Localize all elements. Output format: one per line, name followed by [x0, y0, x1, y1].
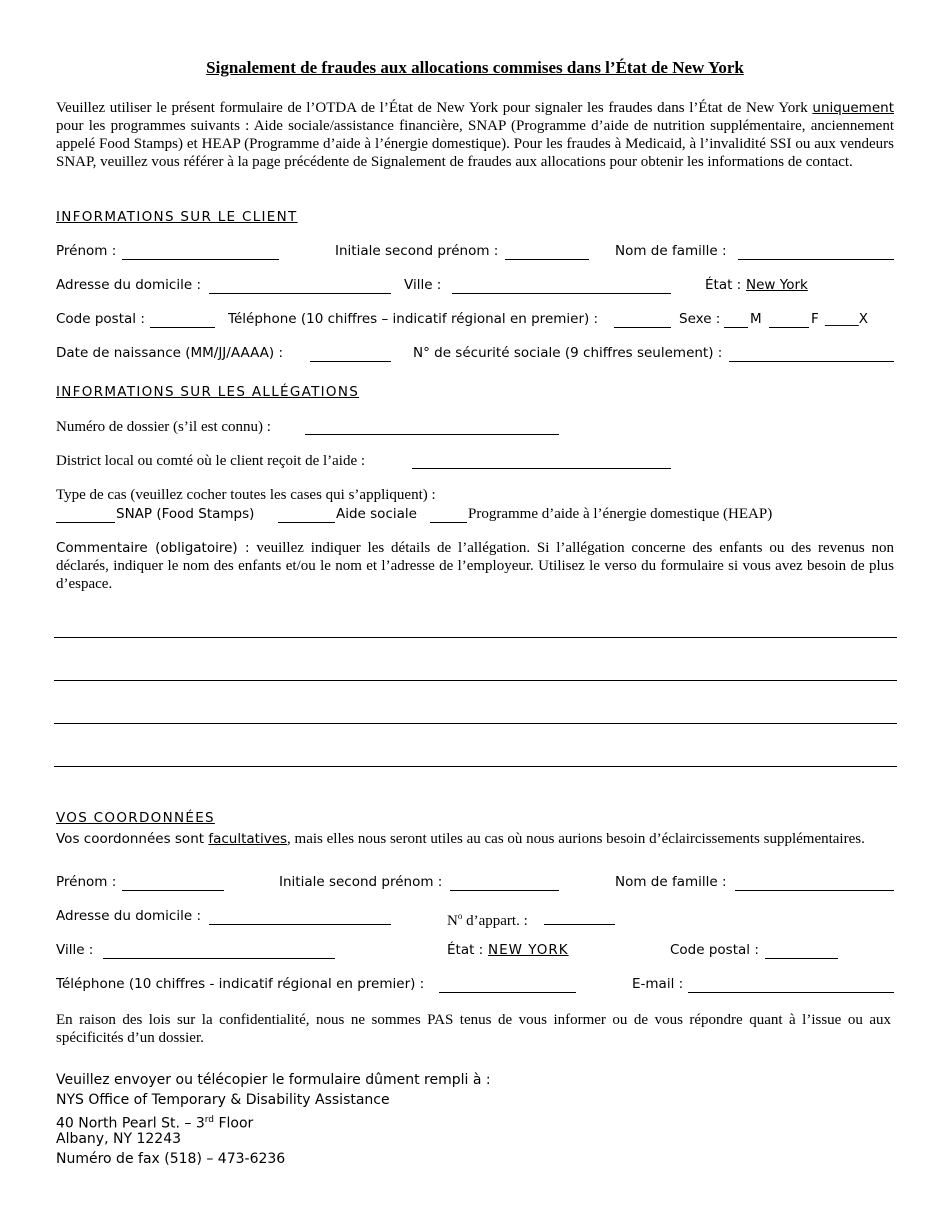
street-sup: rd [204, 1115, 215, 1125]
client-prenom-field[interactable] [122, 259, 279, 260]
snap-checkbox[interactable] [56, 522, 115, 523]
client-nom-label: Nom de famille : [615, 243, 727, 259]
coord-adresse-field[interactable] [209, 924, 391, 925]
client-sexe-m-label: M [750, 311, 762, 327]
coordonnees-intro [56, 830, 894, 848]
client-ville-field[interactable] [452, 293, 671, 294]
client-sexe-f-label: F [811, 311, 819, 327]
district-label: District local ou comté où le client reçoit de l’aide : [56, 453, 366, 469]
form-title: Signalement de fraudes aux allocations commises dans l’État de New York [206, 58, 744, 77]
client-ssn-field[interactable] [729, 361, 894, 362]
client-naissance-field[interactable] [310, 361, 391, 362]
coord-adresse-label: Adresse du domicile : [56, 908, 202, 924]
coord-initiale-label: Initiale second prénom : [279, 874, 443, 890]
street-floor: Floor [214, 1115, 254, 1132]
client-ssn-label: N° de sécurité sociale (9 chiffres seulement) : [413, 345, 723, 361]
comment-line[interactable] [54, 766, 897, 767]
comment-line[interactable] [54, 723, 897, 724]
allegations-section-heading: INFORMATIONS SUR LES ALLÉGATIONS [56, 384, 360, 400]
snap-label: SNAP (Food Stamps) [116, 506, 255, 522]
coordonnees-facultatives: facultatives [208, 831, 288, 847]
commentaire-label: Commentaire (obligatoire) : [56, 540, 250, 556]
appart-o: o [457, 911, 463, 921]
coord-etat-value: NEW YORK [488, 942, 569, 958]
coordonnees-intro-2: , mais elles nous seront utiles au cas où nous aurions besoin d’éclaircissements supplémentaires. [287, 831, 865, 847]
intro-paragraph [56, 99, 894, 171]
coord-etat-label: État : [447, 942, 484, 958]
coord-prenom-label: Prénom : [56, 874, 117, 890]
coord-appart-label [447, 907, 528, 930]
intro-uniquement: uniquement [812, 100, 894, 116]
client-etat-label: État : [705, 277, 742, 293]
confidentialite-text: En raison des lois sur la confidentialité, nous ne sommes PAS tenus de vous informer ou de vous répondre quant à l’issue ou aux spécificités d’un dossier. [56, 1012, 891, 1046]
coord-appart-field[interactable] [544, 924, 615, 925]
coord-email-field[interactable] [688, 992, 894, 993]
client-adresse-field[interactable] [209, 293, 391, 294]
coord-code-postal-field[interactable] [765, 958, 838, 959]
commentaire-text: veuillez indiquer les détails de l’allégation. Si l’allégation concerne des enfants ou des revenus non déclarés, indiquer le nom des enfants et/ou le nom et l’adresse de l’employeur. Utilisez le verso du formulaire si vous avez besoin de plus d’espace. [56, 540, 894, 592]
client-etat-value: New York [746, 277, 808, 293]
client-sexe-x-label[interactable]: _____X [825, 311, 868, 327]
aide-sociale-checkbox[interactable] [278, 522, 335, 523]
appart-n: N [447, 913, 458, 929]
coordonnees-section-heading: VOS COORDONNÉES [56, 810, 215, 826]
client-naissance-label: Date de naissance (MM/JJ/AAAA) : [56, 345, 284, 361]
client-initiale-field[interactable] [505, 259, 589, 260]
client-sexe-m-field[interactable] [724, 327, 748, 328]
client-adresse-label: Adresse du domicile : [56, 277, 202, 293]
client-ville-label: Ville : [404, 277, 442, 293]
commentaire-paragraph [56, 539, 894, 593]
comment-line[interactable] [54, 680, 897, 681]
coord-prenom-field[interactable] [122, 890, 224, 891]
coord-code-postal-label: Code postal : [670, 942, 759, 958]
client-nom-field[interactable] [738, 259, 894, 260]
envoi-instruction: Veuillez envoyer ou télécopier le formulaire dûment rempli à : [56, 1072, 491, 1088]
client-section-heading: INFORMATIONS SUR LE CLIENT [56, 209, 298, 225]
heap-checkbox[interactable] [430, 522, 467, 523]
client-telephone-field[interactable] [614, 327, 671, 328]
client-sexe-label: Sexe : [679, 311, 721, 327]
heap-label: Programme d’aide à l’énergie domestique (HEAP) [468, 506, 773, 522]
dossier-field[interactable] [305, 434, 559, 435]
client-prenom-label: Prénom : [56, 243, 117, 259]
intro-text-2: pour les programmes suivants : Aide sociale/assistance financière, SNAP (Programme d’aide de nutrition supplémentaire, anciennement appelé Food Stamps) et HEAP (Programme d’aide à l’énergie domestique). Pour les fraudes à Medicaid, à l’invalidité SSI ou aux vendeurs SNAP, veuillez vous référer à la page précédente de Signalement de fraudes aux allocations pour obtenir les informations de contact. [56, 118, 894, 170]
aide-sociale-label: Aide sociale [336, 506, 417, 522]
coord-nom-label: Nom de famille : [615, 874, 727, 890]
envoi-fax: Numéro de fax (518) – 473-6236 [56, 1151, 286, 1167]
client-telephone-label: Téléphone (10 chiffres – indicatif régional en premier) : [228, 311, 599, 327]
client-initiale-label: Initiale second prénom : [335, 243, 499, 259]
comment-line[interactable] [54, 637, 897, 638]
coord-telephone-label: Téléphone (10 chiffres - indicatif régional en premier) : [56, 976, 425, 992]
street-part: 40 North Pearl St. – 3 [56, 1115, 205, 1132]
coordonnees-intro-1: Vos coordonnées sont [56, 831, 209, 847]
coord-nom-field[interactable] [735, 890, 894, 891]
coord-initiale-field[interactable] [450, 890, 559, 891]
type-cas-label: Type de cas (veuillez cocher toutes les cases qui s’appliquent) : [56, 487, 436, 503]
coord-email-label: E-mail : [632, 976, 684, 992]
intro-text-1: Veuillez utiliser le présent formulaire de l’OTDA de l’État de New York pour signaler les fraudes dans l’État de New York [56, 100, 813, 116]
envoi-city: Albany, NY 12243 [56, 1131, 182, 1147]
client-code-postal-label: Code postal : [56, 311, 145, 327]
coord-ville-field[interactable] [103, 958, 335, 959]
coord-telephone-field[interactable] [439, 992, 576, 993]
appart-rest: d’appart. : [462, 913, 528, 929]
client-sexe-f-field[interactable] [769, 327, 809, 328]
district-field[interactable] [412, 468, 671, 469]
coord-ville-label: Ville : [56, 942, 94, 958]
dossier-label: Numéro de dossier (s’il est connu) : [56, 419, 271, 435]
client-code-postal-field[interactable] [150, 327, 215, 328]
envoi-org: NYS Office of Temporary & Disability Assistance [56, 1092, 390, 1108]
